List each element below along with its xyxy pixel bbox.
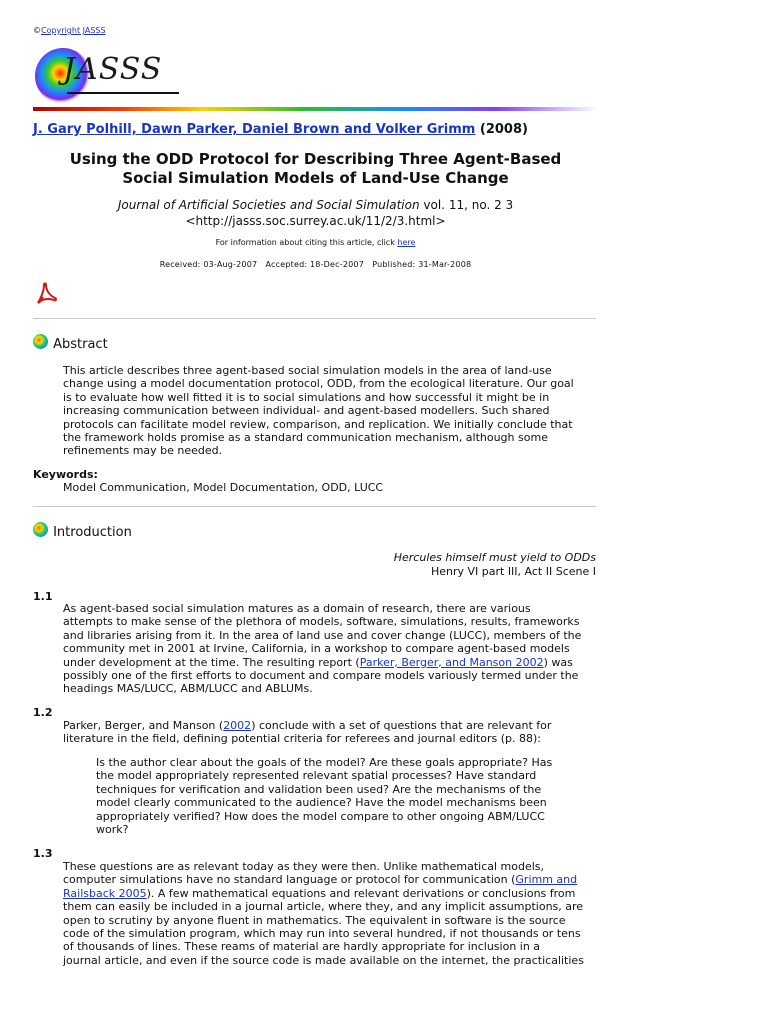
quote-line: the model appropriately represented relevant spatial processes? Have standard xyxy=(96,769,537,783)
jasss-logo xyxy=(33,48,193,104)
quote-line: Is the author clear about the goals of the model? Are these goals appropriate? Has xyxy=(96,756,553,769)
quote-line: techniques for verification and validation been used? Are the mechanisms of the xyxy=(96,782,542,796)
paragraph-line: journal article, and even if the source code is made available on the internet, the practicalities xyxy=(63,953,584,967)
paragraph-line: headings MAS/LUCC, ABM/LUCC and ABLUMs. xyxy=(63,682,313,696)
paragraph-line: under development at the time. The resulting report (Parker, Berger, and Manson 2002) was xyxy=(63,655,573,669)
paragraph-line: attempts to make sense of the plethora of models, software, simulations, results, frameworks xyxy=(63,615,580,629)
logo-text: JASSS xyxy=(63,52,163,87)
quote-line: model clearly communicated to the audience? Have the model mechanisms been xyxy=(96,796,547,810)
quote-line: work? xyxy=(96,823,129,837)
abstract-line: This article describes three agent-based social simulation models in the area of land-use xyxy=(63,364,552,377)
epigraph-quote: Hercules himself must yield to ODDs xyxy=(393,551,596,564)
paragraph-text: under development at the time. The resulting report xyxy=(63,655,352,669)
rainbow-divider xyxy=(33,107,598,111)
article-dates: Received: 03-Aug-2007 Accepted: 18-Dec-2007 Published: 31-Mar-2008 xyxy=(159,260,472,269)
journal-name: Journal of Artificial Societies and Social Simulation xyxy=(117,198,420,212)
citation-link[interactable]: Grimm and xyxy=(515,873,578,887)
paragraph-text: Parker, Berger, and Manson ( xyxy=(63,719,224,732)
epigraph-source: Henry VI part III, Act II Scene I xyxy=(430,565,596,578)
pdf-icon[interactable] xyxy=(33,281,59,307)
block-quote xyxy=(96,756,576,836)
paragraph-line: literature in the field, defining potential criteria for referees and journal editors (p. 88): xyxy=(63,732,541,746)
paragraph-number: 1.3 xyxy=(33,847,53,860)
abstract-title: Abstract xyxy=(53,337,108,352)
paragraph-1-1 xyxy=(63,602,598,696)
abstract-line: is to evaluate how well fitted it is to social simulations and how successful it might be in xyxy=(63,390,550,404)
copyright-link[interactable]: Copyright JASSS xyxy=(41,26,106,35)
paragraph-text: ) conclude with a set of questions that are relevant for xyxy=(251,719,552,732)
journal-citation xyxy=(33,197,598,229)
quote-line: appropriately verified? How does the model compare to other ongoing ABM/LUCC xyxy=(96,809,545,823)
epigraph xyxy=(33,551,596,579)
paragraph-line: open to scrutiny by anyone fluent in mathematics. The equivalent in software is the source xyxy=(63,913,566,927)
jasss-globe-icon xyxy=(33,334,48,349)
introduction-title: Introduction xyxy=(53,525,132,540)
cite-here-link[interactable]: here xyxy=(397,238,416,247)
article-url: <http://jasss.soc.surrey.ac.uk/11/2/3.html> xyxy=(185,214,446,228)
paragraph-1-3 xyxy=(63,860,598,967)
publication-year: (2008) xyxy=(479,122,528,137)
title-line-2: Social Simulation Models of Land-Use Change xyxy=(122,169,509,187)
authors-link[interactable]: J. Gary Polhill, Dawn Parker, Daniel Brown and Volker Grimm xyxy=(33,122,476,137)
abstract-line: the framework holds promise as a standard communication mechanism, although some xyxy=(63,431,548,445)
abstract-line: protocols can facilitate model review, comparison, and replication. We initially conclude that xyxy=(63,417,573,431)
copyright-symbol: © xyxy=(33,26,41,35)
paragraph-line xyxy=(63,719,598,732)
cite-note xyxy=(33,238,598,247)
introduction-heading xyxy=(33,521,132,540)
paragraph-line: As agent-based social simulation matures as a domain of research, there are various xyxy=(63,602,531,615)
abstract-body xyxy=(63,364,598,458)
paragraph-line: them can easily be included in a journal article, where they, and any implicit assumptions, are xyxy=(63,900,584,914)
divider-1 xyxy=(33,318,596,319)
abstract-line: refinements may be needed. xyxy=(63,444,223,458)
paragraph-text: was xyxy=(551,655,573,669)
paragraph-line: and libraries arising from it. In the area of land use and cover change (LUCC), members of the xyxy=(63,628,582,642)
paragraph-line: of thousands of lines. These reams of material are hardly appropriate for inclusion in a xyxy=(63,940,541,954)
abstract-line: change using a model documentation protocol, ODD, from the ecological literature. Our goal xyxy=(63,377,574,391)
paragraph-line: code of the simulation program, which may run into several hundred, if not thousands or tens xyxy=(63,927,581,941)
cite-note-text: For information about citing this article, click xyxy=(215,238,395,247)
paragraph-text: computer simulations have no standard language or protocol for communication ( xyxy=(63,873,516,887)
copyright-line xyxy=(33,26,106,35)
logo-underline xyxy=(67,92,179,94)
paragraph-number: 1.2 xyxy=(33,706,53,719)
paragraph-number: 1.1 xyxy=(33,590,53,603)
paragraph-line: community met in 2001 at Irvine, California, in a workshop to compare agent-based models xyxy=(63,642,570,656)
journal-volume: vol. 11, no. 2 3 xyxy=(423,198,514,212)
citation-link[interactable]: Parker, Berger, and Manson 2002 xyxy=(359,655,544,669)
divider-2 xyxy=(33,506,596,507)
paragraph-text: ). A few mathematical equations and relevant derivations or conclusions from xyxy=(146,886,576,900)
paragraph-line xyxy=(63,873,598,886)
abstract-heading xyxy=(33,333,108,352)
citation-link[interactable]: Railsback 2005 xyxy=(63,886,147,900)
paragraph-line: These questions are as relevant today as they were then. Unlike mathematical models, xyxy=(63,860,545,873)
keywords-label: Keywords: xyxy=(33,468,98,481)
paragraph-line xyxy=(63,887,598,900)
title-line-1: Using the ODD Protocol for Describing Three Agent-Based xyxy=(69,150,562,168)
paragraph-1-2 xyxy=(63,719,598,746)
citation-link[interactable]: 2002 xyxy=(223,719,252,732)
paragraph-line: possibly one of the first efforts to document and compare models variously termed under the xyxy=(63,669,579,683)
article-title xyxy=(33,150,598,188)
abstract-line: increasing communication between individual- and agent-based modellers. Such shared xyxy=(63,404,550,418)
jasss-globe-icon xyxy=(33,522,48,537)
keywords-list: Model Communication, Model Documentation, ODD, LUCC xyxy=(63,481,384,494)
authors-line xyxy=(33,122,528,137)
